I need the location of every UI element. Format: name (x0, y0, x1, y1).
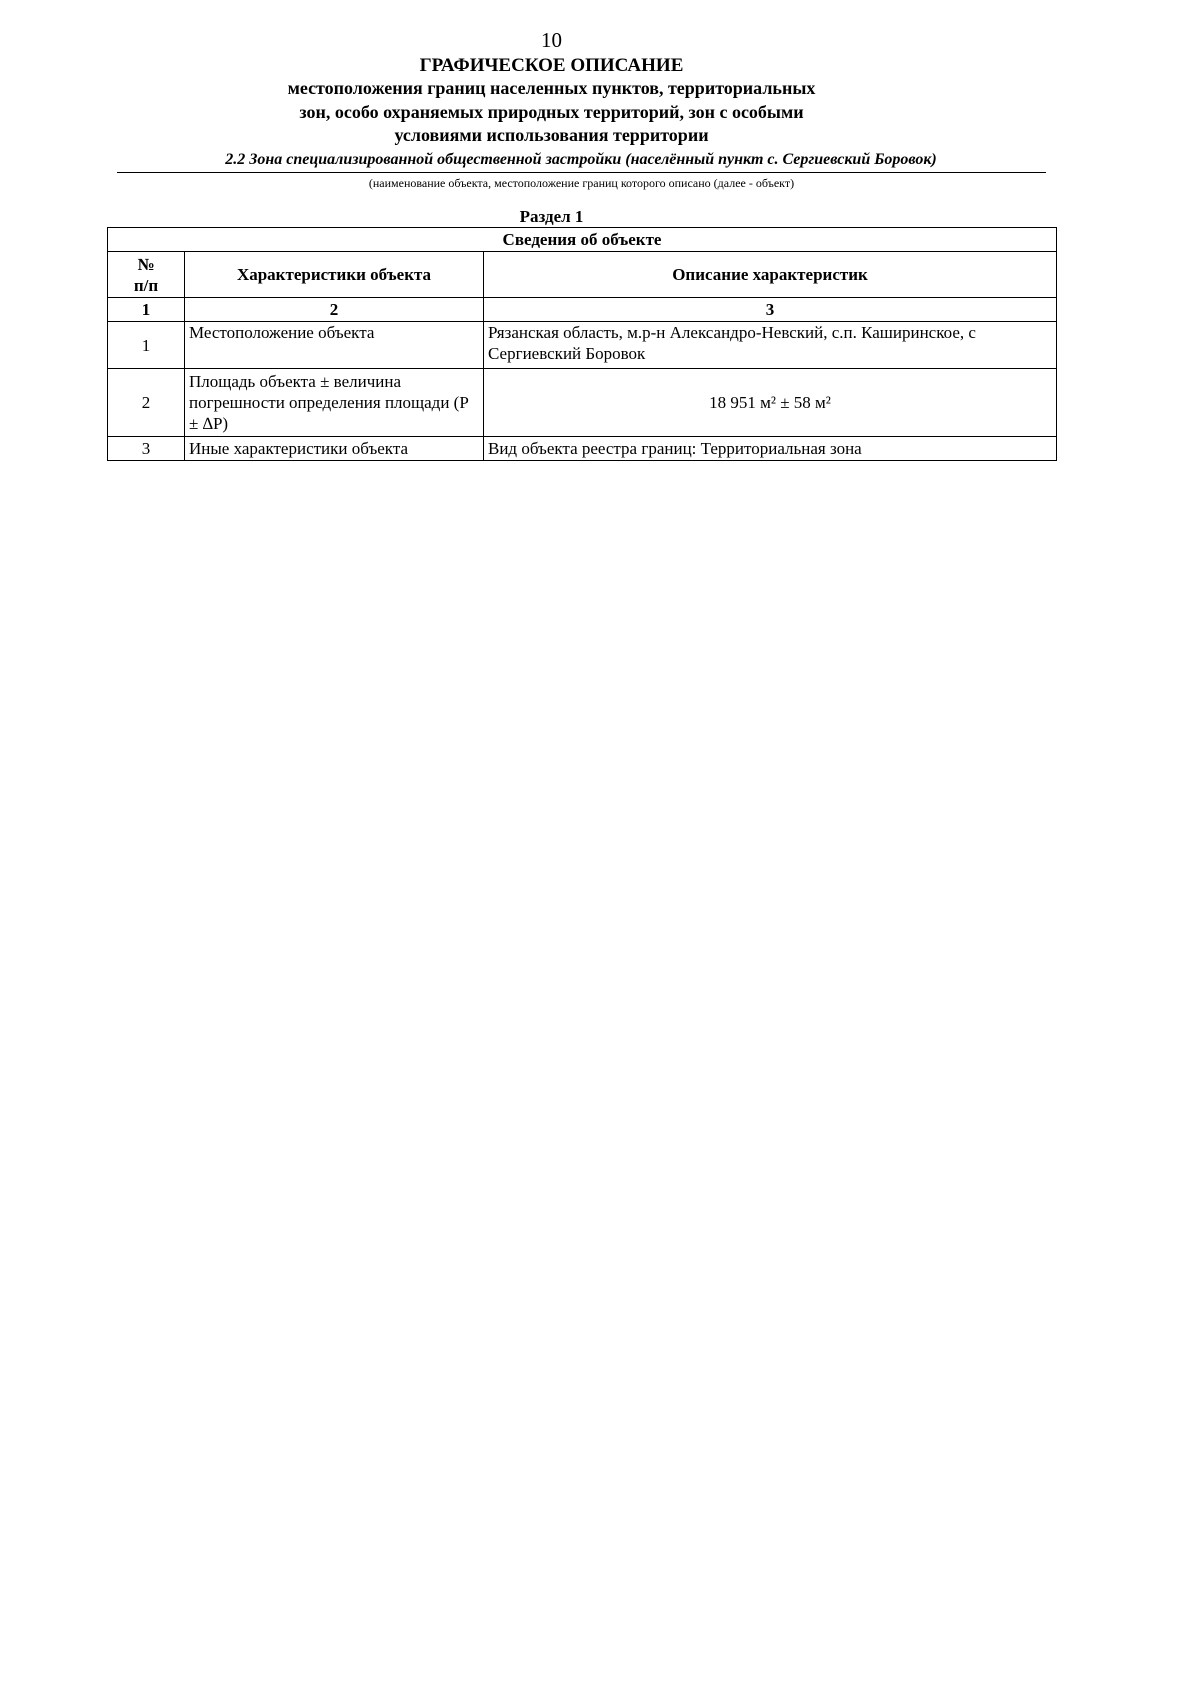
column-header-description: Описание характеристик (484, 252, 1057, 298)
row-description: Рязанская область, м.р-н Александро-Невский, с.п. Каширинское, с Сергиевский Боровок (484, 322, 1057, 369)
row-characteristic: Площадь объекта ± величина погрешности определения площади (P ± ∆P) (185, 369, 484, 437)
column-header-number-line2: п/п (133, 275, 159, 295)
column-header-characteristic: Характеристики объекта (185, 252, 484, 298)
table-header-row (108, 252, 1057, 298)
table-row (108, 369, 1057, 437)
table-caption: Сведения об объекте (108, 228, 1057, 252)
column-number-3: 3 (484, 298, 1057, 322)
table-row (108, 322, 1057, 369)
subtitle-line-3: условиями использования территории (394, 125, 709, 145)
document-title: ГРАФИЧЕСКОЕ ОПИСАНИЕ (419, 55, 684, 76)
object-info-table (107, 227, 1057, 461)
table-row (108, 437, 1057, 461)
row-characteristic: Иные характеристики объекта (185, 437, 484, 461)
row-number: 2 (108, 369, 185, 437)
row-number: 1 (108, 322, 185, 369)
object-name-underline (117, 172, 1046, 173)
column-number-row (108, 298, 1057, 322)
page-number: 10 (541, 28, 562, 52)
object-name-caption: (наименование объекта, местоположение границ которого описано (далее - объект) (368, 176, 795, 190)
subtitle-line-1: местоположения границ населенных пунктов, территориальных (287, 78, 816, 98)
column-number-1: 1 (108, 298, 185, 322)
object-name: 2.2 Зона специализированной общественной застройки (населённый пункт с. Сергиевский Боровок) (225, 151, 937, 168)
row-characteristic: Местоположение объекта (185, 322, 484, 369)
column-header-number-line1: № (137, 254, 155, 274)
row-description: 18 951 м² ± 58 м² (484, 369, 1057, 437)
row-description: Вид объекта реестра границ: Территориальная зона (484, 437, 1057, 461)
row-number: 3 (108, 437, 185, 461)
column-header-number (108, 252, 185, 298)
subtitle-line-2: зон, особо охраняемых природных территорий, зон с особыми (299, 102, 804, 122)
table-caption-row (108, 228, 1057, 252)
column-number-2: 2 (185, 298, 484, 322)
section-title: Раздел 1 (519, 207, 584, 226)
